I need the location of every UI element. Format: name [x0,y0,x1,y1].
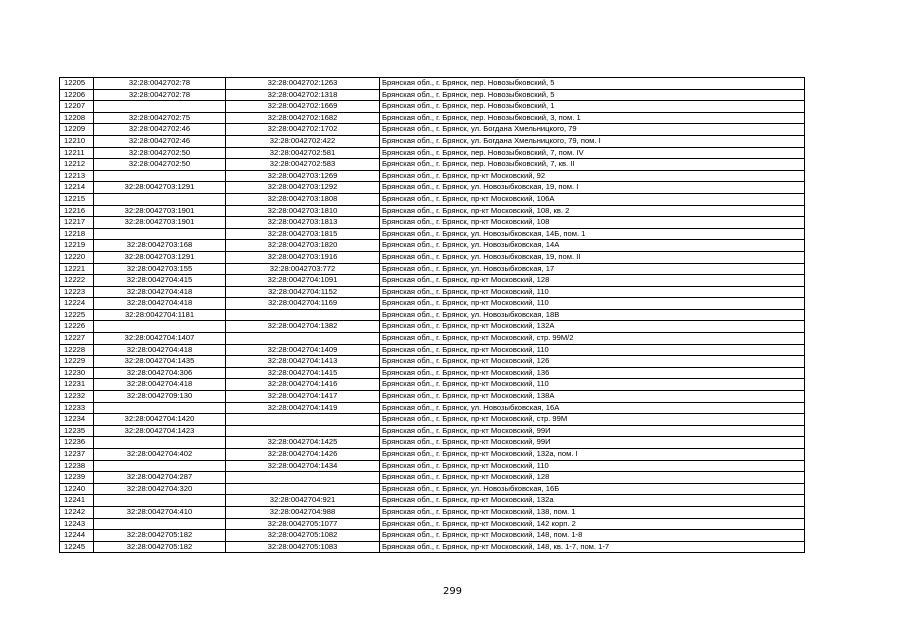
row-number-cell: 12228 [60,344,94,356]
land-cadastral-number-cell: 32:28:0042705:182 [94,530,226,542]
row-number-cell: 12240 [60,483,94,495]
table-row [60,321,805,333]
building-cadastral-number-cell [226,483,380,495]
land-cadastral-number-cell: 32:28:0042702:75 [94,112,226,124]
address-cell: Брянская обл., г. Брянск, пр-кт Московский, 92 [380,170,805,182]
building-cadastral-number-cell: 32:28:0042704:1169 [226,298,380,310]
building-cadastral-number-cell: 32:28:0042702:1702 [226,124,380,136]
land-cadastral-number-cell [94,460,226,472]
address-cell: Брянская обл., г. Брянск, пр-кт Московский, 132А [380,321,805,333]
table-row [60,356,805,368]
land-cadastral-number-cell [94,101,226,113]
building-cadastral-number-cell: 32:28:0042703:1916 [226,251,380,263]
address-cell: Брянская обл., г. Брянск, пер. Новозыбковский, 7, пом. IV [380,147,805,159]
building-cadastral-number-cell: 32:28:0042702:1682 [226,112,380,124]
address-cell: Брянская обл., г. Брянск, пр-кт Московский, 110 [380,298,805,310]
land-cadastral-number-cell [94,518,226,530]
row-number-cell: 12233 [60,402,94,414]
table-body [60,78,805,553]
building-cadastral-number-cell [226,333,380,345]
building-cadastral-number-cell [226,309,380,321]
row-number-cell: 12212 [60,159,94,171]
land-cadastral-number-cell [94,193,226,205]
table-row [60,275,805,287]
table-row [60,367,805,379]
land-cadastral-number-cell [94,228,226,240]
building-cadastral-number-cell: 32:28:0042703:1813 [226,217,380,229]
building-cadastral-number-cell: 32:28:0042703:1815 [226,228,380,240]
row-number-cell: 12231 [60,379,94,391]
row-number-cell: 12234 [60,414,94,426]
table-row [60,402,805,414]
land-cadastral-number-cell: 32:28:0042704:1407 [94,333,226,345]
land-cadastral-number-cell [94,402,226,414]
address-cell: Брянская обл., г. Брянск, пер. Новозыбковский, 5 [380,78,805,90]
address-cell: Брянская обл., г. Брянск, пер. Новозыбковский, 3, пом. 1 [380,112,805,124]
building-cadastral-number-cell: 32:28:0042702:583 [226,159,380,171]
building-cadastral-number-cell: 32:28:0042703:1808 [226,193,380,205]
table-row [60,159,805,171]
building-cadastral-number-cell: 32:28:0042705:1082 [226,530,380,542]
row-number-cell: 12217 [60,217,94,229]
address-cell: Брянская обл., г. Брянск, пр-кт Московский, 148, пом. 1-8 [380,530,805,542]
land-cadastral-number-cell: 32:28:0042704:418 [94,379,226,391]
building-cadastral-number-cell: 32:28:0042704:1417 [226,391,380,403]
row-number-cell: 12225 [60,309,94,321]
table-row [60,506,805,518]
land-cadastral-number-cell: 32:28:0042702:78 [94,89,226,101]
table-row [60,414,805,426]
address-cell: Брянская обл., г. Брянск, пр-кт Московский, 128 [380,472,805,484]
row-number-cell: 12224 [60,298,94,310]
land-cadastral-number-cell: 32:28:0042704:287 [94,472,226,484]
address-cell: Брянская обл., г. Брянск, пер. Новозыбковский, 1 [380,101,805,113]
address-cell: Брянская обл., г. Брянск, ул. Новозыбковская, 19, пом. II [380,251,805,263]
table-row [60,101,805,113]
address-cell: Брянская обл., г. Брянск, пр-кт Московский, 99И [380,437,805,449]
land-cadastral-number-cell: 32:28:0042704:418 [94,344,226,356]
land-cadastral-number-cell: 32:28:0042704:418 [94,298,226,310]
row-number-cell: 12226 [60,321,94,333]
table-row [60,425,805,437]
row-number-cell: 12219 [60,240,94,252]
table-row [60,530,805,542]
address-cell: Брянская обл., г. Брянск, ул. Новозыбковская, 16А [380,402,805,414]
row-number-cell: 12206 [60,89,94,101]
address-cell: Брянская обл., г. Брянск, ул. Новозыбковская, 16Б [380,483,805,495]
building-cadastral-number-cell: 32:28:0042702:1669 [226,101,380,113]
address-cell: Брянская обл., г. Брянск, пр-кт Московский, 106А [380,193,805,205]
address-cell: Брянская обл., г. Брянск, пр-кт Московский, 138, пом. 1 [380,506,805,518]
row-number-cell: 12238 [60,460,94,472]
land-cadastral-number-cell: 32:28:0042704:306 [94,367,226,379]
address-cell: Брянская обл., г. Брянск, пр-кт Московский, стр. 99М [380,414,805,426]
table-row [60,483,805,495]
row-number-cell: 12223 [60,286,94,298]
property-table [59,77,805,553]
row-number-cell: 12208 [60,112,94,124]
address-cell: Брянская обл., г. Брянск, пр-кт Московский, 138А [380,391,805,403]
row-number-cell: 12220 [60,251,94,263]
land-cadastral-number-cell [94,437,226,449]
row-number-cell: 12235 [60,425,94,437]
row-number-cell: 12244 [60,530,94,542]
table-row [60,170,805,182]
building-cadastral-number-cell: 32:28:0042703:1269 [226,170,380,182]
address-cell: Брянская обл., г. Брянск, пр-кт Московский, 110 [380,286,805,298]
address-cell: Брянская обл., г. Брянск, ул. Богдана Хмельницкого, 79 [380,124,805,136]
building-cadastral-number-cell: 32:28:0042703:1820 [226,240,380,252]
row-number-cell: 12229 [60,356,94,368]
table-row [60,193,805,205]
building-cadastral-number-cell: 32:28:0042704:1419 [226,402,380,414]
table-row [60,344,805,356]
land-cadastral-number-cell: 32:28:0042703:1291 [94,182,226,194]
address-cell: Брянская обл., г. Брянск, ул. Новозыбковская, 14А [380,240,805,252]
table-row [60,298,805,310]
building-cadastral-number-cell [226,425,380,437]
row-number-cell: 12245 [60,541,94,553]
address-cell: Брянская обл., г. Брянск, пер. Новозыбковский, 7, кв. II [380,159,805,171]
land-cadastral-number-cell: 32:28:0042704:1181 [94,309,226,321]
address-cell: Брянская обл., г. Брянск, пр-кт Московский, 110 [380,379,805,391]
row-number-cell: 12243 [60,518,94,530]
row-number-cell: 12222 [60,275,94,287]
table-row [60,89,805,101]
address-cell: Брянская обл., г. Брянск, пр-кт Московский, 108 [380,217,805,229]
address-cell: Брянская обл., г. Брянск, ул. Богдана Хмельницкого, 79, пом. I [380,135,805,147]
building-cadastral-number-cell: 32:28:0042703:1810 [226,205,380,217]
page-number: 299 [442,586,463,597]
land-cadastral-number-cell: 32:28:0042704:1435 [94,356,226,368]
land-cadastral-number-cell: 32:28:0042702:50 [94,159,226,171]
address-cell: Брянская обл., г. Брянск, пр-кт Московский, 136 [380,367,805,379]
table-row [60,112,805,124]
row-number-cell: 12221 [60,263,94,275]
row-number-cell: 12242 [60,506,94,518]
building-cadastral-number-cell: 32:28:0042704:1091 [226,275,380,287]
table-row [60,391,805,403]
address-cell: Брянская обл., г. Брянск, ул. Новозыбковская, 14Б, пом. 1 [380,228,805,240]
building-cadastral-number-cell: 32:28:0042704:1382 [226,321,380,333]
address-cell: Брянская обл., г. Брянск, пр-кт Московский, 99И [380,425,805,437]
address-cell: Брянская обл., г. Брянск, пер. Новозыбковский, 5 [380,89,805,101]
building-cadastral-number-cell: 32:28:0042704:1416 [226,379,380,391]
land-cadastral-number-cell [94,495,226,507]
land-cadastral-number-cell: 32:28:0042702:46 [94,124,226,136]
land-cadastral-number-cell: 32:28:0042704:402 [94,449,226,461]
address-cell: Брянская обл., г. Брянск, пр-кт Московский, 142 корп. 2 [380,518,805,530]
document-table-container [59,77,804,553]
row-number-cell: 12214 [60,182,94,194]
row-number-cell: 12230 [60,367,94,379]
row-number-cell: 12232 [60,391,94,403]
land-cadastral-number-cell: 32:28:0042704:320 [94,483,226,495]
land-cadastral-number-cell: 32:28:0042704:410 [94,506,226,518]
row-number-cell: 12209 [60,124,94,136]
land-cadastral-number-cell: 32:28:0042704:1423 [94,425,226,437]
table-row [60,495,805,507]
address-cell: Брянская обл., г. Брянск, пр-кт Московский, 132а, пом. I [380,449,805,461]
land-cadastral-number-cell: 32:28:0042705:182 [94,541,226,553]
row-number-cell: 12241 [60,495,94,507]
land-cadastral-number-cell: 32:28:0042704:415 [94,275,226,287]
row-number-cell: 12239 [60,472,94,484]
table-row [60,460,805,472]
address-cell: Брянская обл., г. Брянск, пр-кт Московский, 132а [380,495,805,507]
land-cadastral-number-cell [94,321,226,333]
building-cadastral-number-cell: 32:28:0042705:1083 [226,541,380,553]
land-cadastral-number-cell: 32:28:0042703:168 [94,240,226,252]
table-row [60,263,805,275]
table-row [60,228,805,240]
table-row [60,541,805,553]
row-number-cell: 12210 [60,135,94,147]
land-cadastral-number-cell: 32:28:0042703:155 [94,263,226,275]
building-cadastral-number-cell: 32:28:0042704:1409 [226,344,380,356]
building-cadastral-number-cell: 32:28:0042702:422 [226,135,380,147]
land-cadastral-number-cell: 32:28:0042704:418 [94,286,226,298]
building-cadastral-number-cell: 32:28:0042704:921 [226,495,380,507]
table-row [60,147,805,159]
building-cadastral-number-cell: 32:28:0042704:1413 [226,356,380,368]
table-row [60,472,805,484]
address-cell: Брянская обл., г. Брянск, пр-кт Московский, 128 [380,275,805,287]
table-row [60,437,805,449]
table-row [60,286,805,298]
land-cadastral-number-cell: 32:28:0042709:130 [94,391,226,403]
row-number-cell: 12236 [60,437,94,449]
row-number-cell: 12227 [60,333,94,345]
row-number-cell: 12237 [60,449,94,461]
land-cadastral-number-cell: 32:28:0042702:46 [94,135,226,147]
land-cadastral-number-cell: 32:28:0042703:1291 [94,251,226,263]
building-cadastral-number-cell [226,472,380,484]
building-cadastral-number-cell: 32:28:0042703:772 [226,263,380,275]
table-row [60,78,805,90]
table-row [60,240,805,252]
building-cadastral-number-cell: 32:28:0042702:1263 [226,78,380,90]
building-cadastral-number-cell: 32:28:0042704:1152 [226,286,380,298]
building-cadastral-number-cell: 32:28:0042704:1415 [226,367,380,379]
row-number-cell: 12207 [60,101,94,113]
land-cadastral-number-cell: 32:28:0042702:78 [94,78,226,90]
table-row [60,309,805,321]
address-cell: Брянская обл., г. Брянск, пр-кт Московский, 108, кв. 2 [380,205,805,217]
table-row [60,251,805,263]
land-cadastral-number-cell: 32:28:0042702:50 [94,147,226,159]
land-cadastral-number-cell: 32:28:0042703:1901 [94,205,226,217]
building-cadastral-number-cell: 32:28:0042704:1426 [226,449,380,461]
building-cadastral-number-cell: 32:28:0042704:1434 [226,460,380,472]
row-number-cell: 12205 [60,78,94,90]
table-row [60,379,805,391]
address-cell: Брянская обл., г. Брянск, пр-кт Московский, 126 [380,356,805,368]
row-number-cell: 12215 [60,193,94,205]
building-cadastral-number-cell: 32:28:0042702:1318 [226,89,380,101]
land-cadastral-number-cell [94,170,226,182]
building-cadastral-number-cell [226,414,380,426]
address-cell: Брянская обл., г. Брянск, пр-кт Московский, 148, кв. 1-7, пом. 1-7 [380,541,805,553]
table-row [60,124,805,136]
table-row [60,518,805,530]
land-cadastral-number-cell: 32:28:0042703:1901 [94,217,226,229]
table-row [60,217,805,229]
address-cell: Брянская обл., г. Брянск, ул. Новозыбковская, 18В [380,309,805,321]
row-number-cell: 12218 [60,228,94,240]
address-cell: Брянская обл., г. Брянск, пр-кт Московский, стр. 99М/2 [380,333,805,345]
row-number-cell: 12211 [60,147,94,159]
address-cell: Брянская обл., г. Брянск, пр-кт Московский, 110 [380,344,805,356]
table-row [60,333,805,345]
building-cadastral-number-cell: 32:28:0042704:1425 [226,437,380,449]
address-cell: Брянская обл., г. Брянск, пр-кт Московский, 110 [380,460,805,472]
address-cell: Брянская обл., г. Брянск, ул. Новозыбковская, 19, пом. I [380,182,805,194]
table-row [60,135,805,147]
building-cadastral-number-cell: 32:28:0042704:988 [226,506,380,518]
table-row [60,182,805,194]
building-cadastral-number-cell: 32:28:0042702:581 [226,147,380,159]
address-cell: Брянская обл., г. Брянск, ул. Новозыбковская, 17 [380,263,805,275]
row-number-cell: 12213 [60,170,94,182]
table-row [60,205,805,217]
building-cadastral-number-cell: 32:28:0042703:1292 [226,182,380,194]
row-number-cell: 12216 [60,205,94,217]
building-cadastral-number-cell: 32:28:0042705:1077 [226,518,380,530]
table-row [60,449,805,461]
land-cadastral-number-cell: 32:28:0042704:1420 [94,414,226,426]
